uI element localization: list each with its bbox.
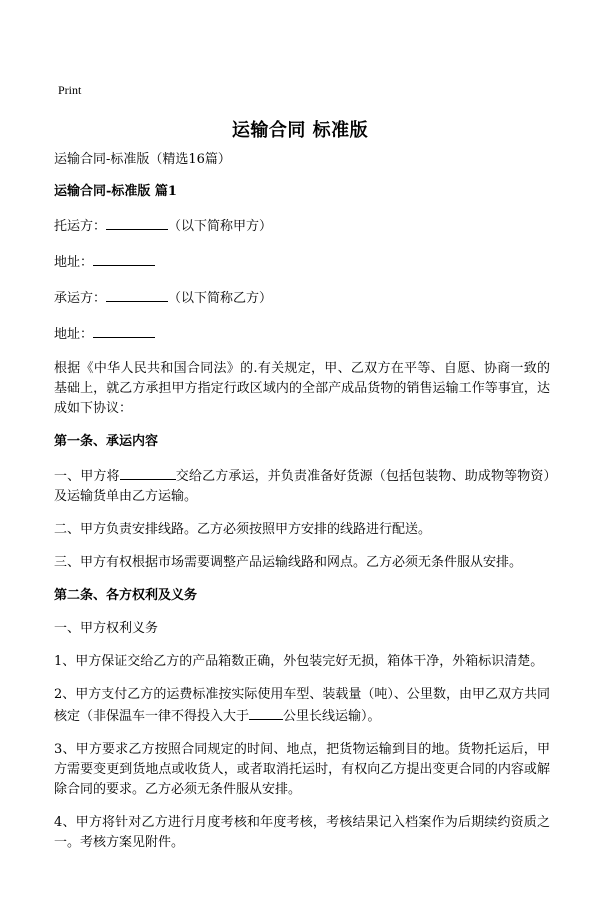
carrier-suffix: （以下简称乙方） xyxy=(168,291,273,306)
distance-blank xyxy=(249,705,283,720)
address-label: 地址： xyxy=(54,255,94,270)
address-label: 地址： xyxy=(54,327,94,342)
article1-title: 第一条、承运内容 xyxy=(54,434,159,449)
a1-p1-prefix: 一、甲方将 xyxy=(54,469,120,484)
carrier-line xyxy=(54,287,550,309)
shipper-line xyxy=(54,215,550,237)
goods-blank xyxy=(120,465,176,480)
article1-paragraph-1 xyxy=(54,465,550,507)
section-title: 运输合同-标准版 篇1 xyxy=(54,184,177,199)
article2-paragraph-4: 4、甲方将针对乙方进行月度考核和年度考核，考核结果记入档案作为后期续约资质之一。考核方案见附件。 xyxy=(54,815,550,850)
carrier-address-line xyxy=(54,323,550,345)
shipper-address-line xyxy=(54,251,550,273)
document-subtitle: 运输合同-标准版（精选16篇） xyxy=(54,152,231,167)
document-title: 运输合同 标准版 xyxy=(231,120,369,141)
document-body xyxy=(54,150,550,866)
a1-p1-suffix: 交给乙方承运，并负责准备好货源（包括包装物、助成物等物资）及运输货单由乙方运输。 xyxy=(54,469,550,504)
shipper-blank xyxy=(106,215,168,230)
carrier-label: 承运方： xyxy=(54,291,107,306)
article2-title: 第二条、各方权利及义务 xyxy=(54,588,198,603)
shipper-address-blank xyxy=(93,251,155,266)
article2-paragraph-1: 1、甲方保证交给乙方的产品箱数正确，外包装完好无损，箱体干净，外箱标识清楚。 xyxy=(54,654,544,669)
carrier-blank xyxy=(106,287,168,302)
a2-p2-suffix: 公里长线运输）。 xyxy=(283,709,381,724)
shipper-label: 托运方： xyxy=(54,219,107,234)
article1-paragraph-3: 三、甲方有权根据市场需要调整产品运输线路和网点。乙方必须无条件服从安排。 xyxy=(54,555,523,570)
article2-paragraph-3: 3、甲方要求乙方按照合同规定的时间、地点，把货物运输到目的地。货物托运后，甲方需要变更到货地点或收货人，或者取消托运时，有权向乙方提出变更合同的内容或解除合同的要求。乙方必须无条件服从安排。 xyxy=(54,742,550,797)
article2-subheading: 一、甲方权利义务 xyxy=(54,621,159,636)
carrier-address-blank xyxy=(93,323,155,338)
a2-p2-prefix: 2、甲方支付乙方的运费标准按实际使用车型、装载量（吨）、公里数，由甲乙双方共同核定（非保温车一律不得投入大于 xyxy=(54,687,550,724)
intro-paragraph: 根据《中华人民共和国合同法》的.有关规定，甲、乙双方在平等、自愿、协商一致的基础上，就乙方承担甲方指定行政区域内的全部产成品货物的销售运输工作等事宜，达成如下协议： xyxy=(54,361,550,416)
article2-paragraph-2 xyxy=(54,685,550,727)
print-label: Print xyxy=(58,83,82,97)
article1-paragraph-2: 二、甲方负责安排线路。乙方必须按照甲方安排的线路进行配送。 xyxy=(54,522,432,537)
shipper-suffix: （以下简称甲方） xyxy=(168,219,273,234)
